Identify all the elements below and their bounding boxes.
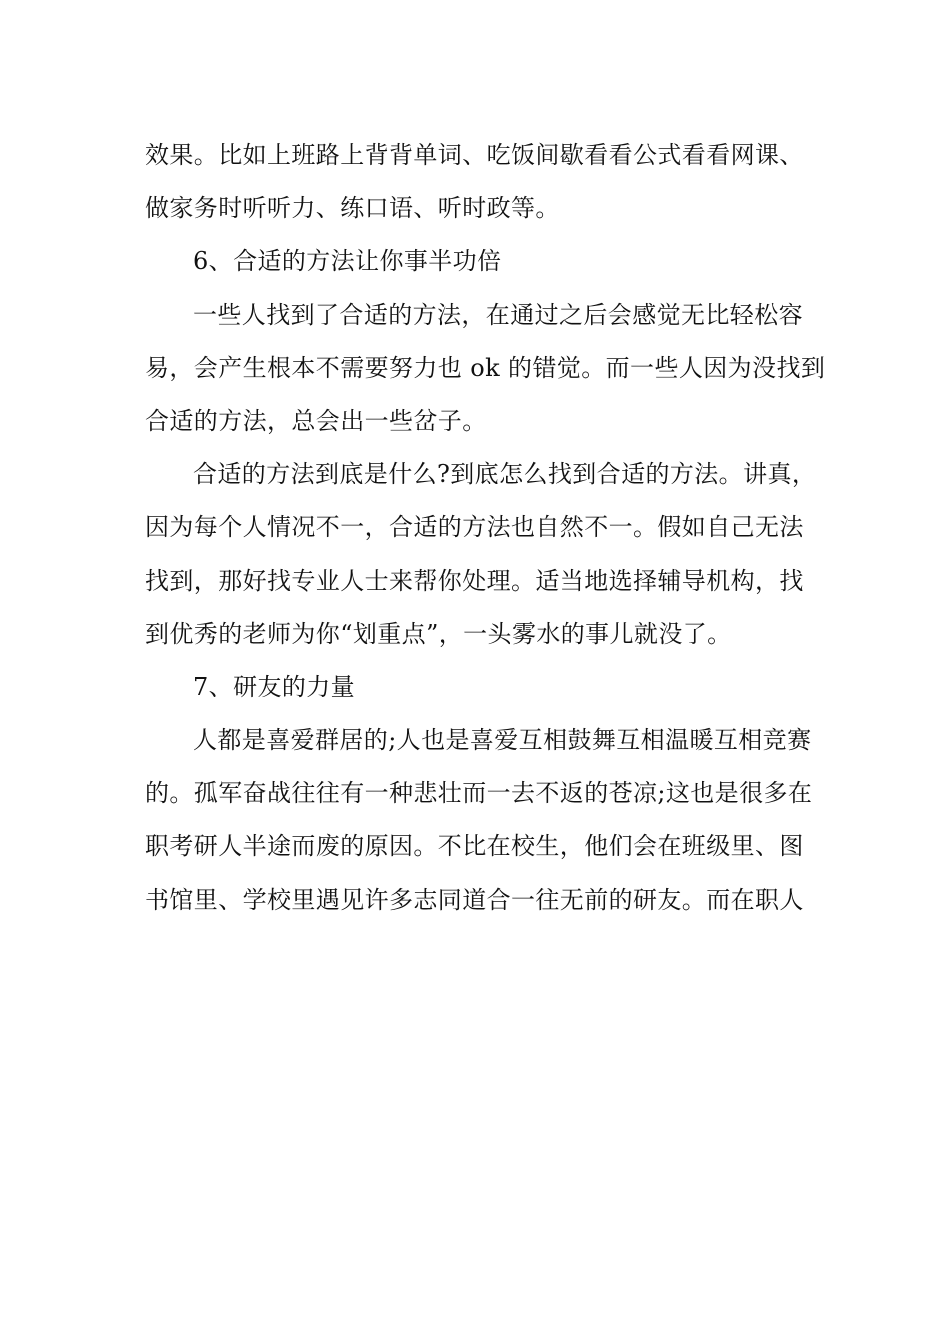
text-line: 合适的方法到底是什么?到底怎么找到合适的方法。讲真， [193,460,817,489]
body-text [145,129,826,927]
section-heading: 7、研友的力量 [193,672,356,701]
text-line: 易，会产生根本不需要努力也 ok 的错觉。而一些人因为没找到 [145,353,826,382]
text-line: 职考研人半途而废的原因。不比在校生，他们会在班级里、图 [145,832,804,861]
section-heading: 6、合适的方法让你事半功倍 [193,247,502,276]
text-line: 找到，那好找专业人士来帮你处理。适当地选择辅导机构，找 [145,566,804,595]
text-line: 做家务时听听力、练口语、听时政等。 [145,194,560,223]
text-line: 人都是喜爱群居的;人也是喜爱互相鼓舞互相温暖互相竞赛 [193,726,812,755]
text-line: 合适的方法，总会出一些岔子。 [145,406,487,435]
text-line: 到优秀的老师为你“划重点”，一头雾水的事儿就没了。 [145,619,732,648]
text-line: 因为每个人情况不一，合适的方法也自然不一。假如自己无法 [145,513,804,542]
text-line: 效果。比如上班路上背背单词、吃饭间歇看看公式看看网课、 [145,141,804,169]
text-line: 一些人找到了合适的方法，在通过之后会感觉无比轻松容 [193,300,803,329]
text-line: 书馆里、学校里遇见许多志同道合一往无前的研友。而在职人 [145,885,804,914]
text-line: 的。孤军奋战往往有一种悲壮而一去不返的苍凉;这也是很多在 [145,779,813,808]
